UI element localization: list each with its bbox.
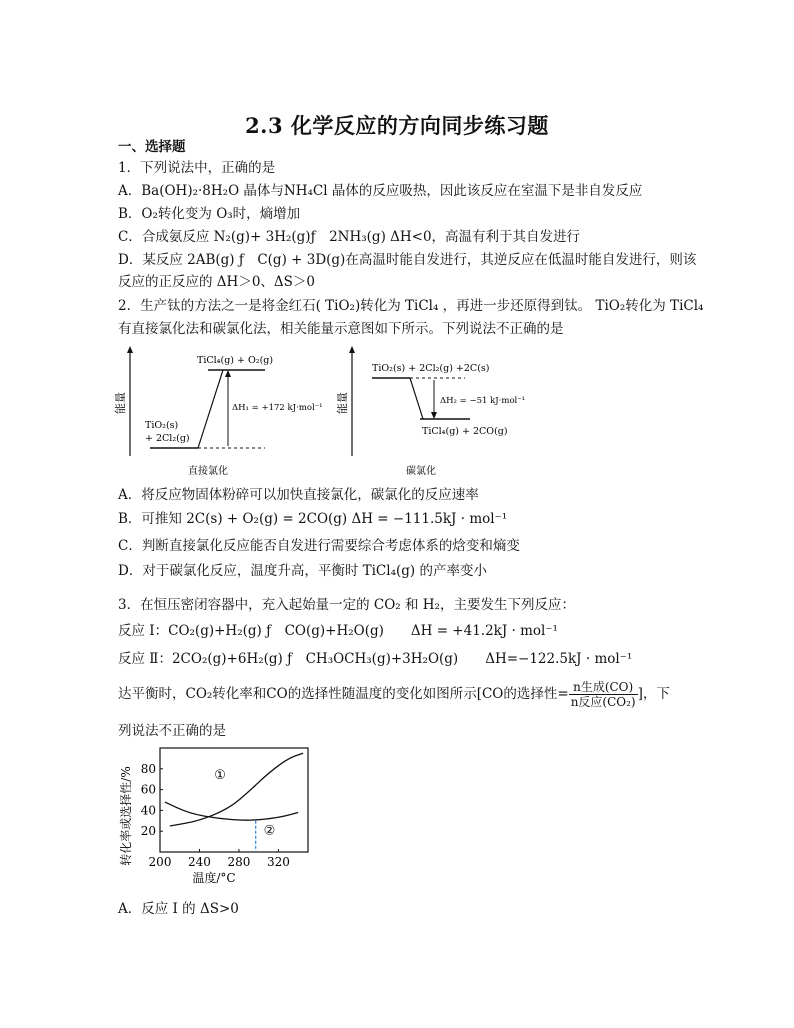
q3-stem: 3．在恒压密闭容器中，充入起始量一定的 CO₂ 和 H₂，主要发生下列反应： bbox=[118, 597, 575, 613]
q2-option-b: B．可推知 2C(s) + O₂(g) = 2CO(g) ΔH = −111.5kJ · mol⁻¹ bbox=[118, 511, 508, 527]
section-heading: 一、选择题 bbox=[118, 139, 186, 155]
fraction-denominator: n反应(CO₂) bbox=[570, 695, 636, 709]
y-tick-label: 40 bbox=[140, 803, 156, 818]
energy-axis-label: 能量 bbox=[336, 392, 349, 414]
right-delta-h: ΔH₂ = −51 kJ·mol⁻¹ bbox=[440, 396, 526, 406]
left-bottom-label-1: TiO₂(s) bbox=[145, 420, 179, 431]
right-caption: 碳氯化 bbox=[406, 466, 436, 477]
q1-stem: 1．下列说法中，正确的是 bbox=[118, 160, 276, 176]
q3-reaction-2: 反应 Ⅱ：2CO₂(g)+6H₂(g) ƒ CH₃OCH₃(g)+3H₂O(g) ΔH=−122.5kJ · mol⁻¹ bbox=[118, 651, 633, 667]
left-bottom-label-2: + 2Cl₂(g) bbox=[145, 433, 190, 444]
q3-stem-2 bbox=[118, 680, 670, 709]
q2-stem-line1: 2．生产钛的方法之一是将金红石( TiO₂)转化为 TiCl₄ ，再进一步还原得到钛。 TiO₂转化为 TiCl₄ bbox=[118, 298, 704, 314]
plot-frame bbox=[160, 748, 308, 852]
selectivity-fraction bbox=[569, 680, 638, 709]
q3-reaction-1: 反应 Ⅰ：CO₂(g)+H₂(g) ƒ CO(g)+H₂O(g) ΔH = +41.2kJ · mol⁻¹ bbox=[118, 623, 558, 639]
q1-option-a: A．Ba(OH)₂·8H₂O 晶体与NH₄Cl 晶体的反应吸热，因此该反应在室温下是非自发反应 bbox=[118, 183, 643, 199]
x-tick-label: 200 bbox=[148, 855, 172, 869]
y-tick-label: 60 bbox=[140, 782, 156, 797]
q3-stem-2-tail: ]，下 bbox=[637, 686, 670, 702]
q2-stem-line2: 有直接氯化法和碳氯化法，相关能量示意图如下所示。下列说法不正确的是 bbox=[118, 321, 564, 337]
x-tick-label: 240 bbox=[188, 855, 211, 869]
q2-option-d: D．对于碳氯化反应，温度升高，平衡时 TiCl₄(g) 的产率变小 bbox=[118, 563, 487, 579]
carbochlorination-diagram bbox=[336, 344, 526, 479]
right-bottom-label: TiCl₄(g) + 2CO(g) bbox=[422, 426, 508, 437]
right-top-label: TiO₂(s) + 2Cl₂(g) +2C(s) bbox=[372, 363, 490, 374]
energy-axis-label: 能量 bbox=[114, 392, 127, 414]
q1-option-b: B．O₂转化变为 O₃时，熵增加 bbox=[118, 206, 301, 222]
page-title: 2.3 化学反应的方向同步练习题 bbox=[245, 113, 549, 138]
x-tick-label: 320 bbox=[266, 855, 290, 869]
series-line-1 bbox=[170, 753, 303, 826]
fraction-numerator: n生成(CO) bbox=[569, 680, 638, 695]
left-delta-h: ΔH₁ = +172 kJ·mol⁻¹ bbox=[232, 403, 323, 413]
q1-option-d-line2: 反应的正反应的 ΔH＞0、ΔS＞0 bbox=[118, 274, 315, 290]
conversion-selectivity-chart bbox=[116, 740, 316, 890]
q1-option-d-line1: D．某反应 2AB(g) ƒ C(g) + 3D(g)在高温时能自发进行，其逆反应在低温时能自发进行，则该 bbox=[118, 252, 697, 268]
series-label-2: ② bbox=[263, 823, 276, 839]
y-tick-label: 20 bbox=[140, 824, 156, 839]
q2-option-c: C．判断直接氯化反应能否自发进行需要综合考虑体系的焓变和熵变 bbox=[118, 538, 520, 554]
direct-chlorination-diagram bbox=[114, 344, 323, 479]
left-top-label: TiCl₄(g) + O₂(g) bbox=[197, 355, 274, 366]
left-caption: 直接氯化 bbox=[188, 466, 228, 477]
q1-option-c: C．合成氨反应 N₂(g)+ 3H₂(g)ƒ 2NH₃(g) ΔH<0，高温有利于其自发进行 bbox=[118, 229, 581, 245]
x-axis-label: 温度/°C bbox=[192, 871, 236, 885]
series-label-1: ① bbox=[214, 768, 226, 784]
q3-stem-3: 列说法不正确的是 bbox=[118, 723, 226, 739]
y-axis-label: 转化率或选择性/% bbox=[119, 766, 133, 866]
x-tick-label: 280 bbox=[227, 855, 251, 869]
y-tick-label: 80 bbox=[140, 761, 156, 776]
q2-option-a: A．将反应物固体粉碎可以加快直接氯化，碳氯化的反应速率 bbox=[118, 487, 479, 503]
q3-option-a: A．反应 Ⅰ 的 ΔS>0 bbox=[118, 901, 239, 917]
q3-stem-2-text: 达平衡时，CO₂转化率和CO的选择性随温度的变化如图所示[CO的选择性= bbox=[118, 686, 569, 702]
